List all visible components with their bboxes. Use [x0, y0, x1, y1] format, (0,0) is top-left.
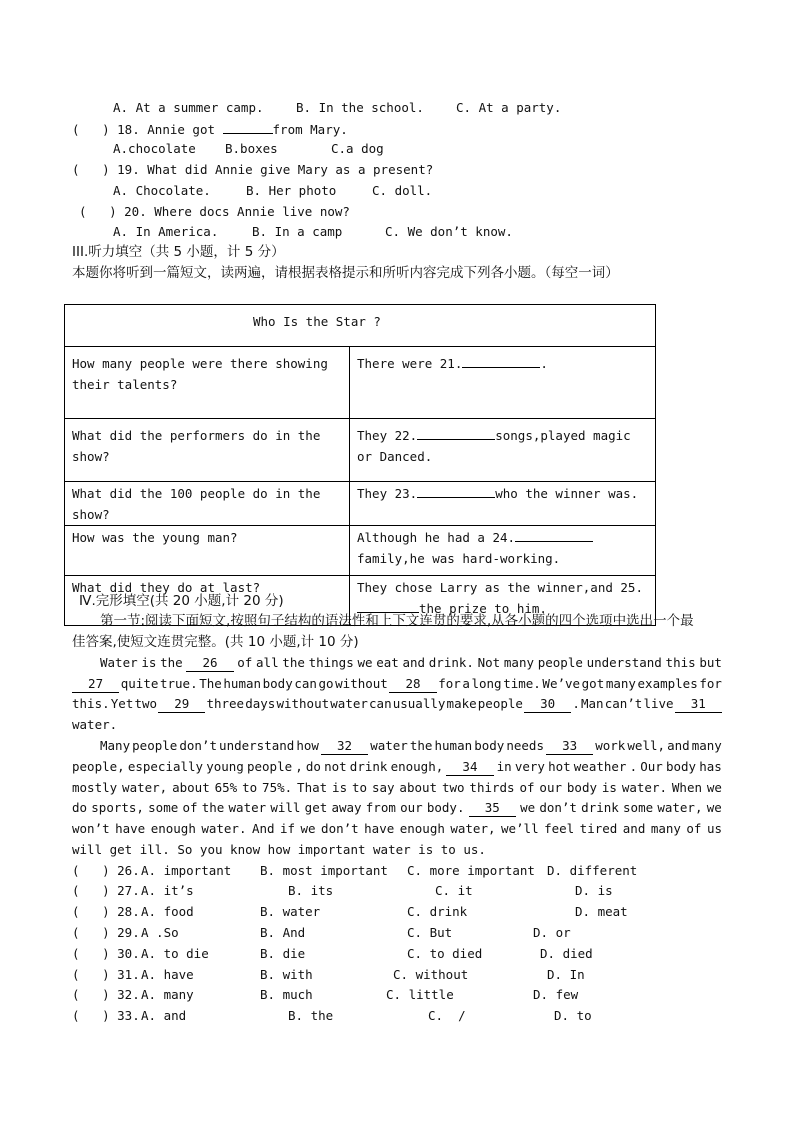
passage-word: and — [622, 821, 646, 836]
passage-word: our — [539, 780, 562, 795]
passage-word: away — [331, 800, 362, 815]
mc-option-d: D. In — [547, 967, 585, 982]
passage-word: some — [623, 800, 654, 815]
passage-word: has — [699, 759, 722, 774]
blank-29[interactable]: 29 — [159, 696, 205, 711]
q19-stem-text: What did Annie give Mary as a present? — [147, 162, 434, 177]
passage-word: people — [537, 655, 583, 670]
passage-word: some — [148, 800, 179, 815]
passage-word: in — [496, 759, 512, 774]
passage-word: don’t — [321, 821, 359, 836]
q20-stem — [79, 204, 350, 220]
passage-word: two — [134, 696, 158, 711]
passage-word: human — [223, 676, 262, 691]
passage-line — [72, 696, 722, 713]
blank-31[interactable]: 31 — [675, 696, 721, 711]
table-answer — [350, 347, 656, 419]
q17-option-a: A. At a summer camp. — [113, 100, 264, 115]
mc-option-b: B. water — [260, 904, 321, 919]
passage-word: body. — [426, 800, 465, 815]
table-question: What did the performers do in the show? — [65, 419, 350, 482]
passage-word: And — [251, 821, 275, 836]
passage-word: Not — [477, 655, 501, 670]
mc-option-d: D. or — [533, 925, 571, 940]
answer-suffix: songs,played magic or Danced. — [357, 428, 631, 464]
passage-word: hot — [548, 759, 571, 774]
passage-word: the — [409, 738, 433, 753]
answer-suffix: the prize to him. — [419, 601, 547, 616]
passage-word: and — [667, 738, 690, 753]
passage-word: us — [706, 821, 722, 836]
mc-option-b: B. most important — [260, 863, 388, 878]
passage-word: enough — [150, 821, 196, 836]
passage-word: Yet — [110, 696, 134, 711]
passage-word: people — [132, 738, 178, 753]
passage-word: tired — [579, 821, 618, 836]
passage-word: mostly — [72, 780, 118, 795]
passage-word: have — [364, 821, 395, 836]
passage-word: this — [665, 655, 696, 670]
mc-option-b: B. its — [288, 883, 334, 898]
passage-word: . — [572, 696, 580, 711]
mc-number: ( ) 29. — [72, 925, 140, 940]
section4-instruction-1: 第一节:阅读下面短文,按照句子结构的语法性和上下文连贯的要求,从各小题的四个选项中选出一个最 — [100, 613, 694, 629]
passage-word: make — [446, 696, 477, 711]
passage-word: to — [242, 780, 258, 795]
passage-word: body — [474, 738, 505, 753]
passage-word: the — [160, 655, 183, 670]
passage-line — [72, 800, 722, 817]
answer-prefix: They chose Larry as the winner,and 25. — [357, 580, 643, 595]
passage-word: drink. — [428, 655, 474, 670]
section4-instruction-2: 佳答案,使短文连贯完整。(共 10 小题,计 10 分) — [72, 634, 359, 650]
answer-blank-23[interactable] — [417, 484, 495, 498]
passage-word: Man — [581, 696, 604, 711]
passage-word: from — [365, 800, 396, 815]
passage-word: people — [246, 759, 293, 774]
q18-bracket: ( ) 18. — [72, 122, 140, 137]
passage-word: water, — [657, 800, 703, 815]
passage-word: Many — [100, 738, 131, 753]
mc-number: ( ) 28. — [72, 904, 140, 919]
passage-word: drink — [581, 800, 619, 815]
passage-word: of — [686, 821, 702, 836]
q18-stem-pre: Annie got — [147, 122, 215, 137]
passage-word: is — [601, 780, 617, 795]
passage-word: won’t — [72, 821, 110, 836]
passage-word: about — [172, 780, 210, 795]
passage-line — [72, 759, 722, 776]
q20-bracket: ( ) 20. — [79, 204, 147, 219]
passage-word: long — [471, 676, 502, 691]
passage-word: the — [201, 800, 225, 815]
mc-option-a: A. and — [141, 1008, 187, 1023]
passage-word: many — [650, 821, 681, 836]
passage-word: understand — [219, 738, 295, 753]
table-answer — [350, 419, 656, 482]
table-question: How many people were there showing their talents? — [65, 347, 350, 419]
passage-word: drink — [349, 759, 388, 774]
q18-option-a: A.chocolate — [113, 141, 196, 156]
mc-option-a: A .So — [141, 925, 179, 940]
passage-word: When — [671, 780, 702, 795]
passage-word: live — [643, 696, 674, 711]
passage-word: all — [256, 655, 279, 670]
passage-word: got — [581, 676, 605, 691]
mc-option-c: C. it — [435, 883, 473, 898]
passage-word: understand — [586, 655, 662, 670]
passage-word: water — [228, 800, 267, 815]
blank-30[interactable]: 30 — [525, 696, 571, 711]
passage-word: can’t — [604, 696, 643, 711]
passage-word: days — [245, 696, 276, 711]
passage-word: work — [595, 738, 626, 753]
answer-blank-22[interactable] — [417, 426, 495, 440]
answer-prefix: There were 21. — [357, 356, 463, 371]
mc-option-c: C. little — [386, 987, 454, 1002]
mc-option-a: A. food — [141, 904, 194, 919]
passage-word: water — [370, 738, 408, 753]
passage-word: usually — [392, 696, 446, 711]
mc-option-b: B. the — [288, 1008, 334, 1023]
table-question: What did the 100 people do in the show? — [65, 482, 350, 526]
mc-option-b: B. much — [260, 987, 313, 1002]
passage-word: we — [706, 780, 722, 795]
passage-word: examples — [637, 676, 698, 691]
mc-option-a: A. have — [141, 967, 194, 982]
mc-number: ( ) 31. — [72, 967, 140, 982]
mc-option-a: A. important — [141, 863, 232, 878]
answer-prefix: Although he had a 24. — [357, 530, 516, 545]
mc-option-a: A. many — [141, 987, 194, 1002]
q17-option-c: C. At a party. — [456, 100, 562, 115]
passage-word: will — [270, 800, 301, 815]
mc-option-a: A. to die — [141, 946, 209, 961]
passage-line — [100, 655, 722, 672]
passage-word: water. — [621, 780, 667, 795]
passage-word: body — [566, 780, 597, 795]
passage-line: water. — [72, 717, 118, 732]
passage-word: don’t — [179, 738, 217, 753]
section3-instruction: 本题你将听到一篇短文，读两遍，请根据表格提示和所听内容完成下列各小题。（每空一词） — [72, 265, 619, 281]
passage-word: human — [434, 738, 473, 753]
passage-word: young — [206, 759, 244, 774]
passage-line — [100, 738, 722, 755]
passage-word: don’t — [539, 800, 577, 815]
mc-option-d: D. few — [533, 987, 579, 1002]
passage-word: is — [141, 655, 157, 670]
mc-number: ( ) 26. — [72, 863, 140, 878]
q18-option-b: B.boxes — [225, 141, 278, 156]
passage-word: of — [237, 655, 253, 670]
blank-27[interactable]: 27 — [73, 676, 119, 691]
answer-suffix: family,he was hard-working. — [357, 551, 561, 566]
passage-word: this. — [72, 696, 110, 711]
table-question: What did they do at last? — [65, 576, 350, 626]
passage-word: water — [330, 696, 368, 711]
passage-word: especially — [127, 759, 204, 774]
q18-blank — [223, 120, 273, 134]
passage-word: to — [352, 780, 368, 795]
passage-word: say — [371, 780, 395, 795]
section3-heading: III.听力填空（共 5 小题，计 5 分） — [72, 244, 285, 260]
mc-number: ( ) 32. — [72, 987, 140, 1002]
mc-option-c: C. / — [428, 1008, 466, 1023]
passage-word: about — [399, 780, 438, 795]
passage-word: body — [262, 676, 293, 691]
q18-stem — [72, 120, 348, 138]
q17-option-b: B. In the school. — [296, 100, 424, 115]
passage-word: do — [305, 759, 321, 774]
passage-word: have — [115, 821, 146, 836]
passage-word: time. — [503, 676, 541, 691]
mc-number: ( ) 30. — [72, 946, 140, 961]
passage-word: 75%. — [262, 780, 293, 795]
mc-option-d: D. meat — [575, 904, 628, 919]
q19-option-b: B. Her photo — [246, 183, 337, 198]
passage-word: for — [438, 676, 461, 691]
passage-word: people, — [72, 759, 125, 774]
passage-word: Water — [100, 655, 138, 670]
mc-option-d: D. is — [575, 883, 613, 898]
passage-word: do — [72, 800, 88, 815]
passage-word: three — [206, 696, 245, 711]
passage-word: feel — [544, 821, 575, 836]
passage-word: water. — [201, 821, 247, 836]
table-answer — [350, 482, 656, 526]
table-answer — [350, 526, 656, 576]
mc-option-d: D. to — [554, 1008, 592, 1023]
passage-word: enough — [399, 821, 445, 836]
blank-28[interactable]: 28 — [390, 676, 436, 691]
section4-heading: Ⅳ.完形填空(共 20 小题,计 20 分) — [79, 593, 284, 609]
mc-number: ( ) 27. — [72, 883, 140, 898]
mc-option-c: C. more important — [407, 863, 535, 878]
blank-35[interactable]: 35 — [469, 800, 515, 815]
passage-word: 65% — [214, 780, 238, 795]
passage-word: The — [199, 676, 222, 691]
passage-word: sports, — [91, 800, 144, 815]
blank-34[interactable]: 34 — [447, 759, 493, 774]
mc-option-b: B. with — [260, 967, 313, 982]
passage-word: water, — [450, 821, 496, 836]
passage-word: we — [300, 821, 316, 836]
passage-word: thirds — [469, 780, 515, 795]
passage-word: quite — [120, 676, 159, 691]
q19-option-a: A. Chocolate. — [113, 183, 211, 198]
mc-option-c: C. without — [393, 967, 469, 982]
blank-26[interactable]: 26 — [187, 655, 233, 670]
passage-word: our — [400, 800, 423, 815]
blank-33[interactable]: 33 — [547, 738, 593, 753]
passage-word: we — [357, 655, 373, 670]
passage-word: and — [402, 655, 426, 670]
table-row — [65, 347, 656, 419]
passage-word: water, — [122, 780, 168, 795]
answer-prefix: They 22. — [357, 428, 418, 443]
listening-table — [64, 304, 656, 626]
passage-word: That — [297, 780, 328, 795]
q19-bracket: ( ) 19. — [72, 162, 140, 177]
table-title: Who Is the Star ? — [65, 305, 656, 347]
passage-word: for — [699, 676, 722, 691]
passage-word: is — [332, 780, 348, 795]
q20-stem-text: Where docs Annie live now? — [154, 204, 350, 219]
passage-word: body — [665, 759, 697, 774]
q19-stem — [72, 162, 433, 178]
passage-word: We’ve — [542, 676, 581, 691]
answer-suffix: who the winner was. — [495, 486, 639, 501]
passage-word: two — [441, 780, 465, 795]
q20-option-b: B. In a camp — [252, 224, 343, 239]
passage-word: very — [514, 759, 545, 774]
passage-word: not — [324, 759, 347, 774]
mc-option-b: B. And — [260, 925, 306, 940]
passage-line — [72, 676, 722, 693]
mc-option-b: B. die — [260, 946, 306, 961]
q18-stem-post: from Mary. — [272, 122, 348, 137]
answer-blank-25[interactable] — [357, 599, 419, 613]
table-question: How was the young man? — [65, 526, 350, 576]
passage-word: well, — [627, 738, 666, 753]
passage-word: true. — [159, 676, 198, 691]
table-row — [65, 419, 656, 482]
passage-word: needs — [506, 738, 544, 753]
passage-line: will get ill. So you know how important water is to us. — [72, 842, 486, 857]
passage-word: weather — [573, 759, 627, 774]
table-row — [65, 482, 656, 526]
q20-option-a: A. In America. — [113, 224, 219, 239]
passage-word: we’ll — [500, 821, 539, 836]
mc-option-c: C. But — [407, 925, 453, 940]
passage-word: many — [691, 738, 722, 753]
answer-suffix: . — [540, 356, 548, 371]
passage-word: of — [519, 780, 535, 795]
passage-word: we — [520, 800, 536, 815]
passage-word: the — [282, 655, 305, 670]
passage-word: without — [335, 676, 388, 691]
passage-word: can — [294, 676, 317, 691]
passage-word: go — [318, 676, 334, 691]
passage-word: we — [706, 800, 722, 815]
passage-word: enough, — [390, 759, 444, 774]
mc-option-d: D. different — [547, 863, 638, 878]
passage-word: people — [477, 696, 523, 711]
passage-line — [72, 821, 722, 837]
mc-option-c: C. to died — [407, 946, 483, 961]
passage-word: many — [503, 655, 535, 670]
passage-word: without — [276, 696, 330, 711]
passage-word: many — [605, 676, 636, 691]
passage-line — [72, 780, 722, 796]
q20-option-c: C. We don’t know. — [385, 224, 513, 239]
mc-option-c: C. drink — [407, 904, 468, 919]
passage-word: if — [279, 821, 296, 836]
answer-blank-21[interactable] — [462, 354, 540, 368]
mc-option-d: D. died — [540, 946, 593, 961]
passage-word: things — [308, 655, 354, 670]
mc-option-a: A. it’s — [141, 883, 194, 898]
table-row — [65, 526, 656, 576]
passage-word: can — [369, 696, 392, 711]
q19-option-c: C. doll. — [372, 183, 433, 198]
mc-number: ( ) 33. — [72, 1008, 140, 1023]
passage-word: but — [699, 655, 722, 670]
answer-blank-24[interactable] — [515, 528, 593, 542]
passage-word: a — [462, 676, 470, 691]
passage-word: of — [182, 800, 198, 815]
answer-prefix: They 23. — [357, 486, 418, 501]
blank-32[interactable]: 32 — [321, 738, 368, 753]
passage-word: how — [296, 738, 319, 753]
passage-word: get — [304, 800, 328, 815]
q18-option-c: C.a dog — [331, 141, 384, 156]
passage-word: Our — [640, 759, 663, 774]
passage-word: . — [629, 759, 638, 774]
passage-word: eat — [376, 655, 399, 670]
passage-word: , — [295, 759, 303, 774]
